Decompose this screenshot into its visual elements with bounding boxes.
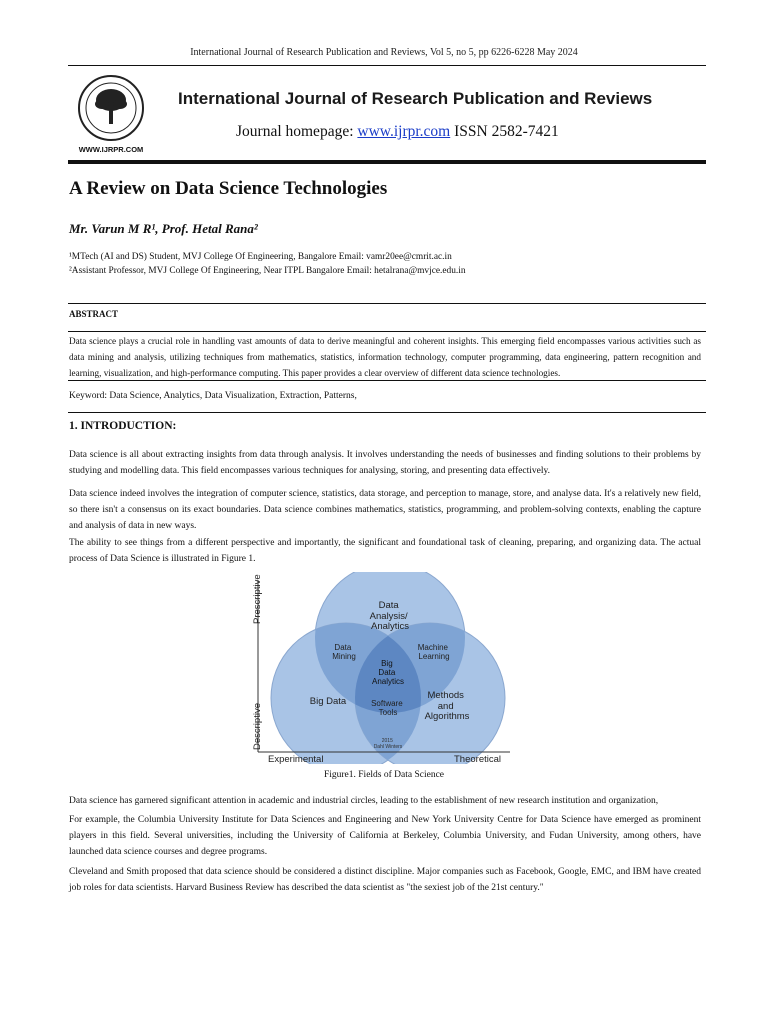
intro-heading: 1. INTRODUCTION: [69,420,177,432]
label-methods-algorithms: Methods and Algorithms [424,690,470,722]
label-big-data: Big Data [309,696,347,707]
journal-name: International Journal of Research Publication and Reviews [178,89,653,108]
paper-authors: Mr. Varun M R¹, Prof. Hetal Rana² [69,221,258,236]
paper-title: A Review on Data Science Technologies [69,178,388,199]
logo-url-text: WWW.IJRPR.COM [78,145,144,154]
header-top-rule [68,65,706,66]
label-machine-learning: Machine Learning [417,643,450,661]
journal-homepage [236,123,559,141]
figure-caption: Figure1. Fields of Data Science [323,770,445,780]
section-rule [68,412,706,413]
affiliation-1: ¹MTech (AI and DS) Student, MVJ College Of Engineering, Bangalore Email: vamr20ee@cmrit.ac.in [69,252,452,262]
affiliation-2: ²Assistant Professor, MVJ College Of Engineering, Near ITPL Bangalore Email: hetalrana@mvjce.edu.in [69,266,466,276]
header-bottom-rule [68,160,706,164]
homepage-label: Journal homepage: [236,123,354,140]
issn: ISSN 2582-7421 [454,123,559,140]
intro-paragraph-1: Data science is all about extracting insights from data through analysis. It involves understanding the needs of businesses and finding solutions to their problems by studying and modelling data. This field encompasses various techniques for analysing, storing, and presenting data effectively. [69,450,701,476]
abstract-heading: ABSTRACT [69,309,119,319]
label-data-analytics: Data Analysis/ Analytics [369,600,410,632]
body-paragraph-3: Cleveland and Smith proposed that data science should be considered a distinct discipline. Major companies such as Facebook, Google, EMC, and IBM have created job roles for data scientists. Harvard Business Review has described the data scientist as "the sexiest job of the 21st century." [69,867,701,893]
intro-paragraph-3: The ability to see things from a different perspective and importantly, the significant and foundational task of cleaning, preparing, and organizing data. The actual process of Data Science is illustrated in Figure 1. [69,538,701,564]
label-software-tools: Software Tools [371,699,403,717]
axis-label-experimental: Experimental [268,754,324,764]
citation-line: International Journal of Research Publication and Reviews, Vol 5, no 5, pp 6226-6228 May 2024 [190,47,578,58]
axis-label-prescriptive: Prescriptive [252,574,263,624]
homepage-link[interactable]: www.ijrpr.com [357,123,451,140]
figure-credit: 2015 Dahl Winters [373,738,403,750]
journal-logo [69,72,153,156]
abstract-rule-bottom [68,380,706,381]
figure-venn-diagram [248,572,518,764]
abstract-text: Data science plays a crucial role in handling vast amounts of data to derive meaningful and coherent insights. This emerging field encompasses various activities such as data mining and analysis, utilizing techniques from mathematics, statistics, information technology, computer programming, data engineering, pattern recognition and learning, visualization, and high-performance computing. This paper provides a clear overview of different data science technologies. [69,336,701,378]
body-paragraph-1: Data science has garnered significant attention in academic and industrial circles, leading to the establishment of new research institution and organization, [69,796,659,806]
abstract-rule-mid [68,331,706,332]
axis-label-descriptive: Descriptive [252,703,263,750]
axis-label-theoretical: Theoretical [454,754,501,764]
intro-paragraph-2: Data science indeed involves the integration of computer science, statistics, data storage, and perception to manage, store, and analyse data. It's a relatively new field, so there isn't a consensus on its exact boundaries. Data science combines mathematics, statistics, programming, and problem-solving contexts, enabling the capture and analysis of data in new ways. [69,489,701,531]
abstract-rule-top [68,303,706,304]
body-paragraph-2: For example, the Columbia University Institute for Data Sciences and Engineering and New York University Centre for Data Science have emerged as prominent players in this field. Several universities, including the University of California at Berkeley, Columbia University, and Fudan University, among others, have launched data science courses and degree programs. [69,815,701,857]
keywords: Keyword: Data Science, Analytics, Data Visualization, Extraction, Patterns, [69,391,357,401]
label-data-mining: Data Mining [332,643,356,661]
label-big-data-analytics: Big Data Analytics [371,659,405,686]
